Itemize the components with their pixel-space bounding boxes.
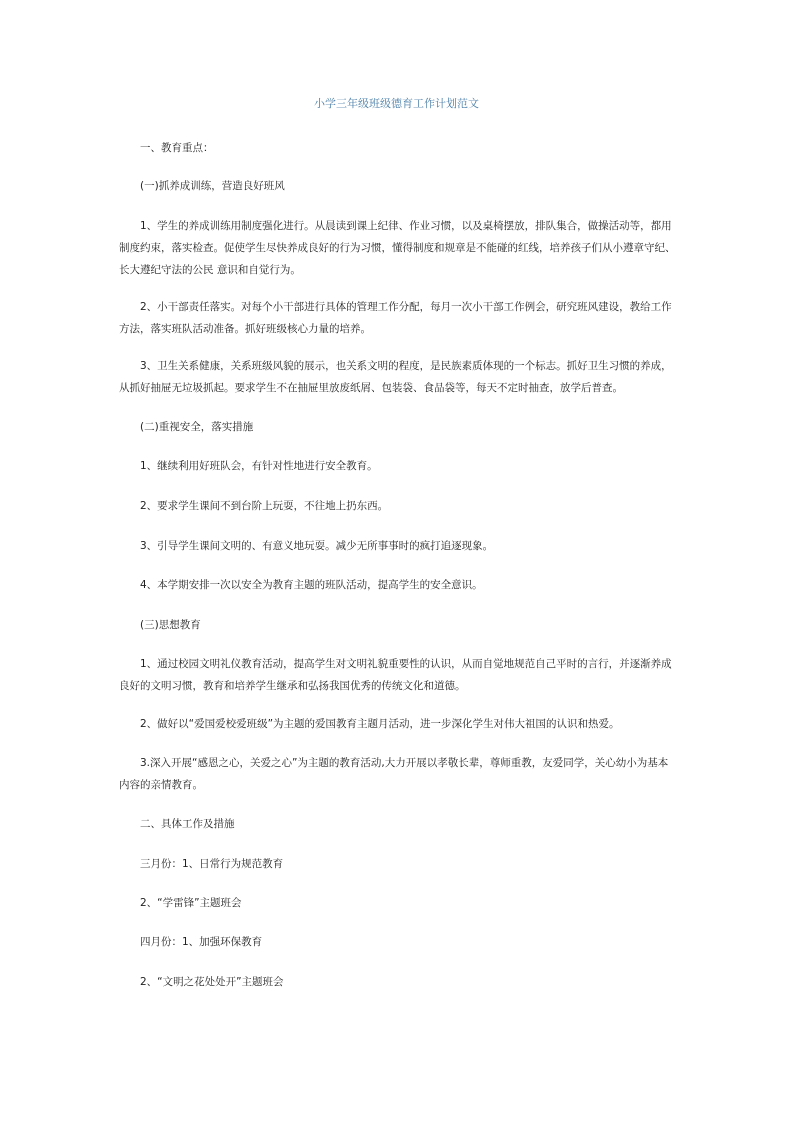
paragraph-safety-2: 2、要求学生课间不到台阶上玩耍，不往地上扔东西。: [140, 500, 389, 512]
april-item-2: 2、“文明之花处处开”主题班会: [140, 976, 284, 988]
document-title: 小学三年级班级德育工作计划范文: [314, 97, 479, 110]
section-heading-specific-work: 二、具体工作及措施: [140, 818, 235, 830]
paragraph-safety-1: 1、继续利用好班队会，有针对性地进行安全教育。: [140, 460, 378, 472]
subheading-safety: (二)重视安全，落实措施: [140, 421, 254, 433]
subheading-ideological-education: (三)思想教育: [140, 619, 201, 631]
march-item-2: 2、“学雷锋”主题班会: [140, 897, 242, 909]
paragraph-safety-4: 4、本学期安排一次以安全为教育主题的班队活动，提高学生的安全意识。: [140, 579, 483, 591]
paragraph-ideology-1: 1、通过校园文明礼仪教育活动，提高学生对文明礼貌重要性的认识，从而自觉地规范自己平时的言行，并逐渐养成良好的文明习惯，教育和培养学生继承和弘扬我国优秀的传统文化和道德。: [119, 658, 672, 692]
paragraph-habit-3: 3、卫生关系健康，关系班级风貌的展示，也关系文明的程度，是民族素质体现的一个标志。抓好卫生习惯的养成，从抓好抽屉无垃圾抓起。要求学生不在抽屉里放废纸屑、包装袋、食品袋等，每天不定时抽查，放学后普查。: [119, 360, 672, 394]
subheading-habit-training: (一)抓养成训练，营造良好班风: [140, 180, 285, 192]
paragraph-ideology-2: 2、做好以“爱国爱校爱班级”为主题的爱国教育主题月活动，进一步深化学生对伟大祖国的认识和热爱。: [140, 718, 620, 730]
paragraph-habit-1: 1、学生的养成训练用制度强化进行。从晨读到课上纪律、作业习惯，以及桌椅摆放，排队集合，做操活动等，都用制度约束，落实检查。促使学生尽快养成良好的行为习惯，懂得制度和规章是不能碰的红线，培养孩子们从小遵章守纪、长大遵纪守法的公民 意识和自觉行为。: [119, 220, 676, 276]
paragraph-habit-2: 2、小干部责任落实。对每个小干部进行具体的管理工作分配，每月一次小干部工作例会，研究班风建设，教给工作方法，落实班队活动准备。抓好班级核心力量的培养。: [119, 301, 672, 335]
april-item-1: 四月份：1、加强环保教育: [140, 936, 263, 948]
march-item-1: 三月份：1、日常行为规范教育: [140, 858, 284, 870]
section-heading-education-focus: 一、教育重点：: [140, 142, 214, 154]
paragraph-ideology-3: 3.深入开展“感恩之心，关爱之心”为主题的教育活动,大力开展以孝敬长辈，尊师重教，友爱同学，关心幼小为基本内容的亲情教育。: [119, 757, 669, 791]
paragraph-safety-3: 3、引导学生课间文明的、有意义地玩耍。减少无所事事时的疯打追逐现象。: [140, 540, 494, 552]
